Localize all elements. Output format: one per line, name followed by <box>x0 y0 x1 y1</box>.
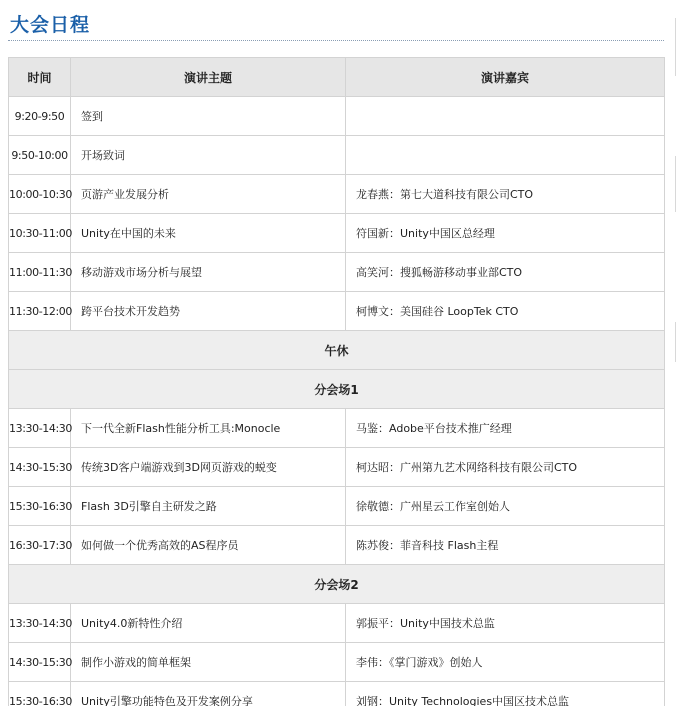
speaker-cell: 柯博文：美国硅谷 LoopTek CTO <box>346 292 665 331</box>
speaker-cell: 高笑河：搜狐畅游移动事业部CTO <box>346 253 665 292</box>
topic-cell: 移动游戏市场分析与展望 <box>71 253 346 292</box>
table-row <box>9 175 665 214</box>
time-cell: 11:30-12:00 <box>9 292 71 331</box>
speaker-column-header: 演讲嘉宾 <box>346 58 665 97</box>
topic-cell: Unity4.0新特性介绍 <box>71 604 346 643</box>
topic-cell: Unity在中国的未来 <box>71 214 346 253</box>
time-cell: 9:50-10:00 <box>9 136 71 175</box>
edge-mark <box>675 156 676 212</box>
section-row <box>9 565 665 604</box>
table-row <box>9 604 665 643</box>
title-divider <box>8 40 664 41</box>
table-row <box>9 643 665 682</box>
edge-mark <box>675 18 676 76</box>
table-row <box>9 682 665 706</box>
speaker-cell: 陈苏俊：菲音科技 Flash主程 <box>346 526 665 565</box>
time-column-header: 时间 <box>9 58 71 97</box>
page-title: 大会日程 <box>10 14 91 36</box>
topic-cell: Unity引擎功能特色及开发案例分享 <box>71 682 346 706</box>
table-row <box>9 487 665 526</box>
table-row <box>9 214 665 253</box>
time-cell: 10:00-10:30 <box>9 175 71 214</box>
section-label: 分会场2 <box>9 565 665 604</box>
table-row <box>9 409 665 448</box>
agenda-table-body <box>9 97 665 706</box>
speaker-cell: 郭振平：Unity中国技术总监 <box>346 604 665 643</box>
right-edge-marks <box>672 0 678 706</box>
time-cell: 10:30-11:00 <box>9 214 71 253</box>
table-row <box>9 136 665 175</box>
speaker-cell: 马鉴：Adobe平台技术推广经理 <box>346 409 665 448</box>
time-cell: 14:30-15:30 <box>9 643 71 682</box>
speaker-cell: 柯达昭：广州第九艺术网络科技有限公司CTO <box>346 448 665 487</box>
time-cell: 11:00-11:30 <box>9 253 71 292</box>
speaker-cell: 龙春燕：第七大道科技有限公司CTO <box>346 175 665 214</box>
topic-column-header: 演讲主题 <box>71 58 346 97</box>
time-cell: 15:30-16:30 <box>9 682 71 706</box>
speaker-cell: 李伟：《掌门游戏》创始人 <box>346 643 665 682</box>
section-label: 分会场1 <box>9 370 665 409</box>
time-cell: 13:30-14:30 <box>9 604 71 643</box>
time-cell: 13:30-14:30 <box>9 409 71 448</box>
time-cell: 9:20-9:50 <box>9 97 71 136</box>
edge-mark <box>675 322 676 362</box>
topic-cell: 签到 <box>71 97 346 136</box>
speaker-cell: 符国新：Unity中国区总经理 <box>346 214 665 253</box>
section-row <box>9 370 665 409</box>
speaker-cell <box>346 97 665 136</box>
speaker-cell: 徐敬德：广州星云工作室创始人 <box>346 487 665 526</box>
topic-cell: 页游产业发展分析 <box>71 175 346 214</box>
topic-cell: 传统3D客户端游戏到3D网页游戏的蜕变 <box>71 448 346 487</box>
table-row <box>9 253 665 292</box>
speaker-cell <box>346 136 665 175</box>
table-header-row <box>9 58 665 97</box>
table-row <box>9 97 665 136</box>
time-cell: 14:30-15:30 <box>9 448 71 487</box>
section-row <box>9 331 665 370</box>
topic-cell: 如何做一个优秀高效的AS程序员 <box>71 526 346 565</box>
topic-cell: 制作小游戏的简单框架 <box>71 643 346 682</box>
time-cell: 16:30-17:30 <box>9 526 71 565</box>
topic-cell: 开场致词 <box>71 136 346 175</box>
table-row <box>9 526 665 565</box>
agenda-table <box>8 57 665 706</box>
speaker-cell: 刘钢：Unity Technologies中国区技术总监 <box>346 682 665 706</box>
section-label: 午休 <box>9 331 665 370</box>
table-row <box>9 292 665 331</box>
topic-cell: 跨平台技术开发趋势 <box>71 292 346 331</box>
topic-cell: 下一代全新Flash性能分析工具:Monocle <box>71 409 346 448</box>
topic-cell: Flash 3D引擎自主研发之路 <box>71 487 346 526</box>
table-row <box>9 448 665 487</box>
time-cell: 15:30-16:30 <box>9 487 71 526</box>
